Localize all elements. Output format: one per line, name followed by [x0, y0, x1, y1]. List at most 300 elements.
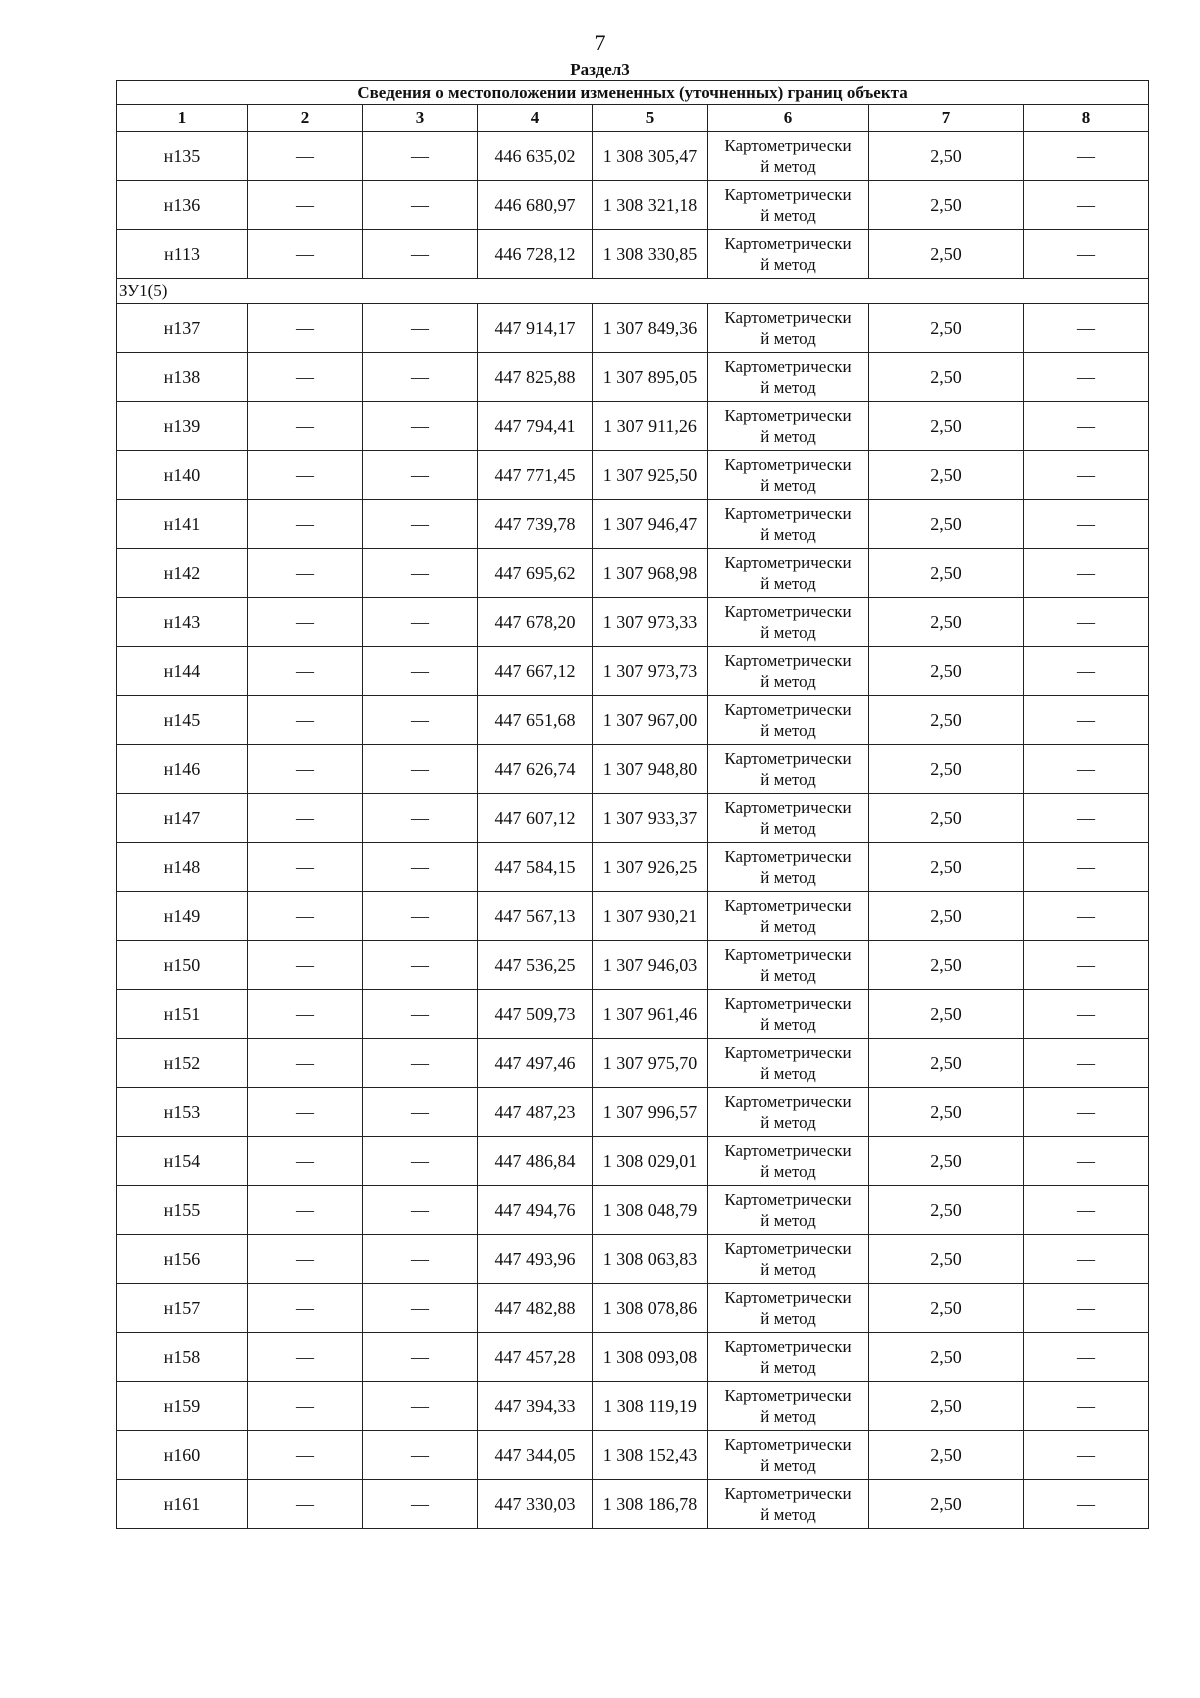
dash-cell: — — [363, 1235, 478, 1284]
method-line-1: Картометрически — [724, 1435, 852, 1454]
column-header-row — [117, 105, 1149, 132]
dash-cell: — — [248, 843, 363, 892]
dash-cell: — — [248, 402, 363, 451]
dash-cell: — — [363, 647, 478, 696]
dash-cell: — — [363, 892, 478, 941]
method-cell — [708, 1137, 869, 1186]
x-coordinate-cell: 447 678,20 — [478, 598, 593, 647]
table-row — [117, 132, 1149, 181]
x-coordinate-cell: 447 914,17 — [478, 304, 593, 353]
table-row — [117, 1039, 1149, 1088]
dash-cell: — — [248, 1431, 363, 1480]
page-number: 7 — [594, 30, 606, 55]
method-line-1: Картометрически — [724, 1141, 852, 1160]
dash-cell: — — [1024, 892, 1149, 941]
method-line-1: Картометрически — [724, 308, 852, 327]
x-coordinate-cell: 447 739,78 — [478, 500, 593, 549]
table-row — [117, 181, 1149, 230]
y-coordinate-cell: 1 308 330,85 — [593, 230, 708, 279]
accuracy-cell: 2,50 — [869, 353, 1024, 402]
column-header: 8 — [1024, 105, 1149, 132]
x-coordinate-cell: 447 344,05 — [478, 1431, 593, 1480]
dash-cell: — — [248, 1333, 363, 1382]
accuracy-cell: 2,50 — [869, 1431, 1024, 1480]
method-cell — [708, 230, 869, 279]
method-line-2: й метод — [760, 917, 816, 936]
point-name-cell: н161 — [117, 1480, 248, 1529]
x-coordinate-cell: 447 584,15 — [478, 843, 593, 892]
table-row — [117, 647, 1149, 696]
method-line-1: Картометрически — [724, 1190, 852, 1209]
method-line-2: й метод — [760, 525, 816, 544]
y-coordinate-cell: 1 308 119,19 — [593, 1382, 708, 1431]
y-coordinate-cell: 1 308 152,43 — [593, 1431, 708, 1480]
dash-cell: — — [248, 892, 363, 941]
method-line-2: й метод — [760, 819, 816, 838]
dash-cell: — — [248, 1186, 363, 1235]
column-header: 6 — [708, 105, 869, 132]
method-cell — [708, 1039, 869, 1088]
x-coordinate-cell: 447 667,12 — [478, 647, 593, 696]
method-line-2: й метод — [760, 1211, 816, 1230]
x-coordinate-cell: 447 487,23 — [478, 1088, 593, 1137]
dash-cell: — — [363, 1431, 478, 1480]
x-coordinate-cell: 447 695,62 — [478, 549, 593, 598]
dash-cell: — — [1024, 696, 1149, 745]
table-row — [117, 230, 1149, 279]
x-coordinate-cell: 447 497,46 — [478, 1039, 593, 1088]
accuracy-cell: 2,50 — [869, 1235, 1024, 1284]
dash-cell: — — [248, 794, 363, 843]
y-coordinate-cell: 1 307 925,50 — [593, 451, 708, 500]
dash-cell: — — [248, 647, 363, 696]
dash-cell: — — [248, 745, 363, 794]
accuracy-cell: 2,50 — [869, 745, 1024, 794]
method-line-1: Картометрически — [724, 185, 852, 204]
point-name-cell: н158 — [117, 1333, 248, 1382]
dash-cell: — — [1024, 304, 1149, 353]
method-cell — [708, 794, 869, 843]
x-coordinate-cell: 447 607,12 — [478, 794, 593, 843]
point-name-cell: н144 — [117, 647, 248, 696]
table-row — [117, 1480, 1149, 1529]
table-row — [117, 745, 1149, 794]
y-coordinate-cell: 1 308 078,86 — [593, 1284, 708, 1333]
dash-cell: — — [248, 1382, 363, 1431]
x-coordinate-cell: 446 728,12 — [478, 230, 593, 279]
accuracy-cell: 2,50 — [869, 794, 1024, 843]
y-coordinate-cell: 1 307 948,80 — [593, 745, 708, 794]
table-row — [117, 402, 1149, 451]
dash-cell: — — [363, 843, 478, 892]
method-line-2: й метод — [760, 1407, 816, 1426]
method-line-2: й метод — [760, 1309, 816, 1328]
dash-cell: — — [248, 1235, 363, 1284]
dash-cell: — — [1024, 353, 1149, 402]
method-cell — [708, 941, 869, 990]
dash-cell: — — [248, 132, 363, 181]
table-row — [117, 598, 1149, 647]
point-name-cell: н156 — [117, 1235, 248, 1284]
x-coordinate-cell: 447 486,84 — [478, 1137, 593, 1186]
method-line-2: й метод — [760, 1358, 816, 1377]
accuracy-cell: 2,50 — [869, 1284, 1024, 1333]
point-name-cell: н142 — [117, 549, 248, 598]
y-coordinate-cell: 1 307 933,37 — [593, 794, 708, 843]
dash-cell: — — [363, 549, 478, 598]
method-cell — [708, 132, 869, 181]
column-header: 7 — [869, 105, 1024, 132]
y-coordinate-cell: 1 308 305,47 — [593, 132, 708, 181]
point-name-cell: н150 — [117, 941, 248, 990]
method-line-1: Картометрически — [724, 1239, 852, 1258]
method-cell — [708, 1186, 869, 1235]
method-line-1: Картометрически — [724, 651, 852, 670]
method-line-2: й метод — [760, 1113, 816, 1132]
table-row — [117, 1431, 1149, 1480]
dash-cell: — — [1024, 794, 1149, 843]
y-coordinate-cell: 1 308 063,83 — [593, 1235, 708, 1284]
dash-cell: — — [363, 794, 478, 843]
y-coordinate-cell: 1 307 975,70 — [593, 1039, 708, 1088]
point-name-cell: н113 — [117, 230, 248, 279]
dash-cell: — — [363, 402, 478, 451]
section-title: Раздел3 — [570, 60, 630, 79]
method-line-1: Картометрически — [724, 234, 852, 253]
table-row — [117, 1137, 1149, 1186]
table-row — [117, 353, 1149, 402]
x-coordinate-cell: 447 651,68 — [478, 696, 593, 745]
y-coordinate-cell: 1 308 321,18 — [593, 181, 708, 230]
method-cell — [708, 451, 869, 500]
dash-cell: — — [363, 230, 478, 279]
dash-cell: — — [363, 1480, 478, 1529]
method-cell — [708, 1088, 869, 1137]
table-row — [117, 990, 1149, 1039]
method-line-1: Картометрически — [724, 994, 852, 1013]
dash-cell: — — [1024, 549, 1149, 598]
dash-cell: — — [248, 230, 363, 279]
dash-cell: — — [1024, 843, 1149, 892]
table-row — [117, 1333, 1149, 1382]
y-coordinate-cell: 1 307 973,73 — [593, 647, 708, 696]
dash-cell: — — [1024, 1431, 1149, 1480]
method-line-1: Картометрически — [724, 136, 852, 155]
x-coordinate-cell: 447 794,41 — [478, 402, 593, 451]
dash-cell: — — [1024, 1137, 1149, 1186]
x-coordinate-cell: 446 635,02 — [478, 132, 593, 181]
accuracy-cell: 2,50 — [869, 1039, 1024, 1088]
dash-cell: — — [363, 941, 478, 990]
dash-cell: — — [363, 451, 478, 500]
x-coordinate-cell: 447 509,73 — [478, 990, 593, 1039]
method-line-2: й метод — [760, 623, 816, 642]
dash-cell: — — [1024, 941, 1149, 990]
accuracy-cell: 2,50 — [869, 451, 1024, 500]
dash-cell: — — [1024, 1480, 1149, 1529]
table-row — [117, 451, 1149, 500]
method-line-2: й метод — [760, 966, 816, 985]
method-line-1: Картометрически — [724, 553, 852, 572]
point-name-cell: н136 — [117, 181, 248, 230]
table-row — [117, 941, 1149, 990]
method-line-1: Картометрически — [724, 602, 852, 621]
dash-cell: — — [1024, 990, 1149, 1039]
method-cell — [708, 745, 869, 794]
dash-cell: — — [1024, 132, 1149, 181]
x-coordinate-cell: 447 567,13 — [478, 892, 593, 941]
table-row — [117, 794, 1149, 843]
method-line-1: Картометрически — [724, 798, 852, 817]
x-coordinate-cell: 447 493,96 — [478, 1235, 593, 1284]
method-cell — [708, 1431, 869, 1480]
table-row — [117, 1284, 1149, 1333]
accuracy-cell: 2,50 — [869, 132, 1024, 181]
accuracy-cell: 2,50 — [869, 843, 1024, 892]
method-cell — [708, 1480, 869, 1529]
accuracy-cell: 2,50 — [869, 181, 1024, 230]
dash-cell: — — [248, 1137, 363, 1186]
dash-cell: — — [248, 1039, 363, 1088]
table-row — [117, 1235, 1149, 1284]
table-row — [117, 1088, 1149, 1137]
column-header: 4 — [478, 105, 593, 132]
method-line-1: Картометрически — [724, 1092, 852, 1111]
point-name-cell: н151 — [117, 990, 248, 1039]
method-line-1: Картометрически — [724, 1043, 852, 1062]
y-coordinate-cell: 1 307 911,26 — [593, 402, 708, 451]
y-coordinate-cell: 1 307 973,33 — [593, 598, 708, 647]
y-coordinate-cell: 1 307 961,46 — [593, 990, 708, 1039]
x-coordinate-cell: 447 330,03 — [478, 1480, 593, 1529]
method-cell — [708, 647, 869, 696]
dash-cell: — — [1024, 230, 1149, 279]
accuracy-cell: 2,50 — [869, 230, 1024, 279]
point-name-cell: н159 — [117, 1382, 248, 1431]
method-line-2: й метод — [760, 157, 816, 176]
method-cell — [708, 353, 869, 402]
y-coordinate-cell: 1 308 048,79 — [593, 1186, 708, 1235]
point-name-cell: н154 — [117, 1137, 248, 1186]
point-name-cell: н155 — [117, 1186, 248, 1235]
dash-cell: — — [248, 598, 363, 647]
point-name-cell: н160 — [117, 1431, 248, 1480]
method-line-2: й метод — [760, 721, 816, 740]
method-cell — [708, 1382, 869, 1431]
dash-cell: — — [363, 990, 478, 1039]
dash-cell: — — [248, 1480, 363, 1529]
dash-cell: — — [363, 696, 478, 745]
x-coordinate-cell: 447 482,88 — [478, 1284, 593, 1333]
table-body — [117, 132, 1149, 1529]
method-cell — [708, 1333, 869, 1382]
method-line-2: й метод — [760, 672, 816, 691]
accuracy-cell: 2,50 — [869, 941, 1024, 990]
method-cell — [708, 549, 869, 598]
accuracy-cell: 2,50 — [869, 647, 1024, 696]
table-row — [117, 892, 1149, 941]
column-header: 1 — [117, 105, 248, 132]
method-line-2: й метод — [760, 206, 816, 225]
method-line-2: й метод — [760, 1456, 816, 1475]
accuracy-cell: 2,50 — [869, 1382, 1024, 1431]
x-coordinate-cell: 447 825,88 — [478, 353, 593, 402]
point-name-cell: н140 — [117, 451, 248, 500]
dash-cell: — — [363, 1137, 478, 1186]
method-line-1: Картометрически — [724, 700, 852, 719]
dash-cell: — — [1024, 745, 1149, 794]
method-line-1: Картометрически — [724, 945, 852, 964]
y-coordinate-cell: 1 307 996,57 — [593, 1088, 708, 1137]
method-cell — [708, 181, 869, 230]
dash-cell: — — [363, 1039, 478, 1088]
method-cell — [708, 892, 869, 941]
dash-cell: — — [248, 549, 363, 598]
dash-cell: — — [1024, 598, 1149, 647]
dash-cell: — — [363, 598, 478, 647]
column-header: 2 — [248, 105, 363, 132]
accuracy-cell: 2,50 — [869, 549, 1024, 598]
accuracy-cell: 2,50 — [869, 696, 1024, 745]
accuracy-cell: 2,50 — [869, 402, 1024, 451]
dash-cell: — — [363, 353, 478, 402]
x-coordinate-cell: 447 771,45 — [478, 451, 593, 500]
x-coordinate-cell: 447 626,74 — [478, 745, 593, 794]
method-line-1: Картометрически — [724, 1288, 852, 1307]
point-name-cell: н138 — [117, 353, 248, 402]
dash-cell: — — [363, 1186, 478, 1235]
dash-cell: — — [363, 132, 478, 181]
point-name-cell: н149 — [117, 892, 248, 941]
dash-cell: — — [1024, 181, 1149, 230]
dash-cell: — — [1024, 451, 1149, 500]
method-cell — [708, 1235, 869, 1284]
x-coordinate-cell: 446 680,97 — [478, 181, 593, 230]
accuracy-cell: 2,50 — [869, 598, 1024, 647]
x-coordinate-cell: 447 494,76 — [478, 1186, 593, 1235]
table-row — [117, 696, 1149, 745]
y-coordinate-cell: 1 308 029,01 — [593, 1137, 708, 1186]
table-row — [117, 843, 1149, 892]
point-name-cell: н147 — [117, 794, 248, 843]
point-name-cell: н157 — [117, 1284, 248, 1333]
accuracy-cell: 2,50 — [869, 1480, 1024, 1529]
point-name-cell: н137 — [117, 304, 248, 353]
method-line-2: й метод — [760, 1505, 816, 1524]
dash-cell: — — [1024, 1284, 1149, 1333]
point-name-cell: н145 — [117, 696, 248, 745]
dash-cell: — — [363, 181, 478, 230]
method-line-1: Картометрически — [724, 1484, 852, 1503]
dash-cell: — — [1024, 1235, 1149, 1284]
dash-cell: — — [248, 941, 363, 990]
dash-cell: — — [1024, 500, 1149, 549]
y-coordinate-cell: 1 307 946,03 — [593, 941, 708, 990]
method-line-2: й метод — [760, 1015, 816, 1034]
dash-cell: — — [1024, 647, 1149, 696]
point-name-cell: н139 — [117, 402, 248, 451]
x-coordinate-cell: 447 536,25 — [478, 941, 593, 990]
method-line-1: Картометрически — [724, 896, 852, 915]
dash-cell: — — [363, 1382, 478, 1431]
method-line-1: Картометрически — [724, 1337, 852, 1356]
method-line-1: Картометрически — [724, 847, 852, 866]
method-line-2: й метод — [760, 1260, 816, 1279]
dash-cell: — — [248, 304, 363, 353]
y-coordinate-cell: 1 307 946,47 — [593, 500, 708, 549]
dash-cell: — — [248, 1088, 363, 1137]
point-name-cell: н143 — [117, 598, 248, 647]
method-line-2: й метод — [760, 427, 816, 446]
dash-cell: — — [248, 451, 363, 500]
table-row — [117, 1382, 1149, 1431]
dash-cell: — — [248, 181, 363, 230]
table-row — [117, 304, 1149, 353]
dash-cell: — — [363, 1333, 478, 1382]
method-line-2: й метод — [760, 574, 816, 593]
dash-cell: — — [363, 1088, 478, 1137]
dash-cell: — — [363, 304, 478, 353]
column-header: 5 — [593, 105, 708, 132]
method-line-1: Картометрически — [724, 1386, 852, 1405]
y-coordinate-cell: 1 307 930,21 — [593, 892, 708, 941]
accuracy-cell: 2,50 — [869, 892, 1024, 941]
method-line-2: й метод — [760, 1162, 816, 1181]
dash-cell: — — [248, 1284, 363, 1333]
accuracy-cell: 2,50 — [869, 1186, 1024, 1235]
method-cell — [708, 598, 869, 647]
method-line-2: й метод — [760, 255, 816, 274]
accuracy-cell: 2,50 — [869, 990, 1024, 1039]
method-line-1: Картометрически — [724, 455, 852, 474]
accuracy-cell: 2,50 — [869, 500, 1024, 549]
method-line-2: й метод — [760, 476, 816, 495]
point-name-cell: н152 — [117, 1039, 248, 1088]
dash-cell: — — [1024, 1333, 1149, 1382]
dash-cell: — — [248, 990, 363, 1039]
method-cell — [708, 304, 869, 353]
method-line-2: й метод — [760, 329, 816, 348]
table-row — [117, 1186, 1149, 1235]
point-name-cell: н153 — [117, 1088, 248, 1137]
method-cell — [708, 843, 869, 892]
table-row — [117, 549, 1149, 598]
table-caption: Сведения о местоположении измененных (уточненных) границ объекта — [117, 81, 1149, 105]
method-cell — [708, 1284, 869, 1333]
y-coordinate-cell: 1 308 093,08 — [593, 1333, 708, 1382]
accuracy-cell: 2,50 — [869, 1088, 1024, 1137]
method-line-2: й метод — [760, 378, 816, 397]
method-cell — [708, 500, 869, 549]
y-coordinate-cell: 1 308 186,78 — [593, 1480, 708, 1529]
method-cell — [708, 696, 869, 745]
column-header: 3 — [363, 105, 478, 132]
x-coordinate-cell: 447 457,28 — [478, 1333, 593, 1382]
accuracy-cell: 2,50 — [869, 1137, 1024, 1186]
dash-cell: — — [363, 745, 478, 794]
dash-cell: — — [248, 696, 363, 745]
y-coordinate-cell: 1 307 967,00 — [593, 696, 708, 745]
dash-cell: — — [248, 353, 363, 402]
x-coordinate-cell: 447 394,33 — [478, 1382, 593, 1431]
method-line-1: Картометрически — [724, 749, 852, 768]
method-line-2: й метод — [760, 1064, 816, 1083]
dash-cell: — — [1024, 402, 1149, 451]
method-cell — [708, 402, 869, 451]
y-coordinate-cell: 1 307 926,25 — [593, 843, 708, 892]
dash-cell: — — [248, 500, 363, 549]
point-name-cell: н146 — [117, 745, 248, 794]
